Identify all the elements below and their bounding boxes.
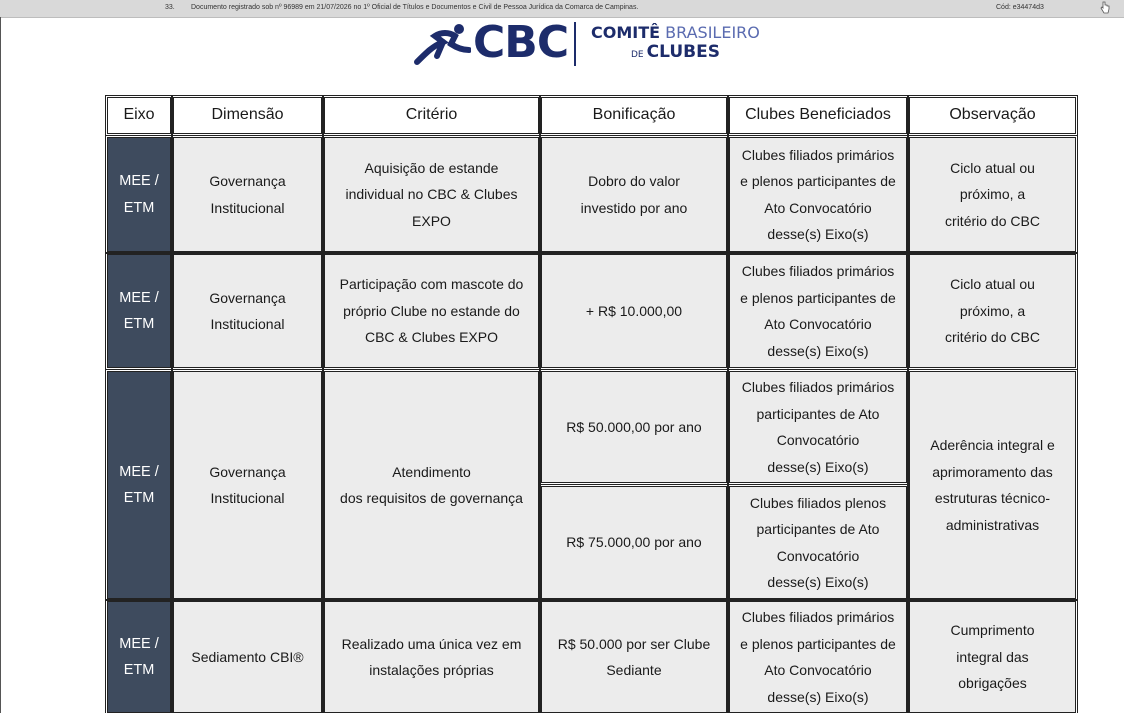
row1-clubes: Clubes filiados primários e plenos participantes de Ato Convocatório desse(s) Eixo(s) <box>729 137 907 252</box>
row3-bonificacao-a: R$ 50.000,00 por ano <box>541 371 727 483</box>
row3-observacao: Aderência integral e aprimoramento das estruturas técnico- administrativas <box>909 371 1076 599</box>
row2-bonificacao: + R$ 10.000,00 <box>541 254 727 368</box>
page-number: 33. <box>165 4 175 11</box>
runner-icon <box>413 22 471 66</box>
row1-observacao: Ciclo atual ou próximo, a critério do CBC <box>909 137 1076 252</box>
row4-dimensao: Sediamento CBI® <box>173 601 322 713</box>
row4-observacao: Cumprimento integral das obrigações <box>909 601 1076 713</box>
logo-line-1 <box>591 23 760 42</box>
header-observacao: Observação <box>909 97 1076 134</box>
hand-cursor-icon <box>1100 1 1110 14</box>
row2-criterio: Participação com mascote do próprio Clube no estande do CBC & Clubes EXPO <box>324 254 539 368</box>
row3-bonificacao-b: R$ 75.000,00 por ano <box>541 486 727 599</box>
row3-eixo: MEE / ETM <box>107 371 171 599</box>
header-criterio: Critério <box>324 97 539 134</box>
row2-dimensao: Governança Institucional <box>173 254 322 368</box>
logo-brasileiro: BRASILEIRO <box>665 23 760 42</box>
registration-text: Documento registrado sob nº 96989 em 21/07/2026 no 1º Oficial de Títulos e Documentos e Civil de Pessoa Jurídica da Comarca de Campinas. <box>191 4 639 11</box>
row4-bonificacao: R$ 50.000 por ser Clube Sediante <box>541 601 727 713</box>
row3-clubes-a: Clubes filiados primários participantes de Ato Convocatório desse(s) Eixo(s) <box>729 371 907 483</box>
header-bonificacao: Bonificação <box>541 97 727 134</box>
row1-eixo: MEE / ETM <box>107 137 171 252</box>
logo-comite: COMITÊ <box>591 23 661 42</box>
row2-clubes: Clubes filiados primários e plenos participantes de Ato Convocatório desse(s) Eixo(s) <box>729 254 907 368</box>
row4-criterio: Realizado uma única vez em instalações próprias <box>324 601 539 713</box>
logo-clubes: CLUBES <box>646 42 720 62</box>
row3-criterio: Atendimento dos requisitos de governança <box>324 371 539 599</box>
logo-de: DE <box>631 50 644 60</box>
page-edge-line <box>0 17 1 713</box>
logo-line-2 <box>631 42 720 62</box>
cbc-logo <box>405 18 760 72</box>
row1-bonificacao: Dobro do valor investido por ano <box>541 137 727 252</box>
row1-dimensao: Governança Institucional <box>173 137 322 252</box>
row4-clubes: Clubes filiados primários e plenos participantes de Ato Convocatório desse(s) Eixo(s) <box>729 601 907 713</box>
logo-mark: CBC <box>473 17 569 68</box>
logo-separator <box>574 22 576 66</box>
header-clubes: Clubes Beneficiados <box>729 97 907 134</box>
row2-eixo: MEE / ETM <box>107 254 171 368</box>
header-dimensao: Dimensão <box>173 97 322 134</box>
row1-criterio: Aquisição de estande individual no CBC & Clubes EXPO <box>324 137 539 252</box>
registration-bar <box>0 0 1124 18</box>
row3-dimensao: Governança Institucional <box>173 371 322 599</box>
header-eixo: Eixo <box>107 97 171 134</box>
row4-eixo: MEE / ETM <box>107 601 171 713</box>
row3-clubes-b: Clubes filiados plenos participantes de Ato Convocatório desse(s) Eixo(s) <box>729 486 907 599</box>
document-code: Cód: e34474d3 <box>996 4 1044 11</box>
row2-observacao: Ciclo atual ou próximo, a critério do CBC <box>909 254 1076 368</box>
